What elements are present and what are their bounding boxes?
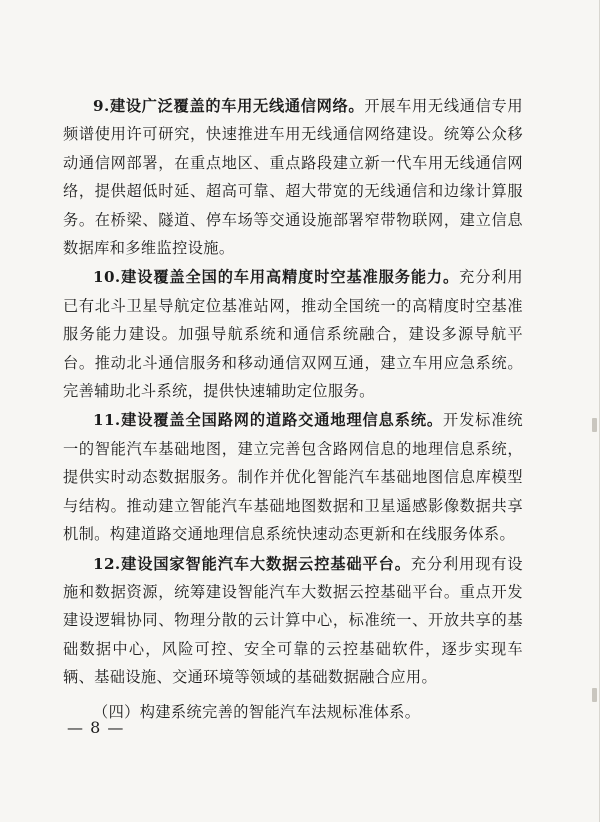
paragraph-heading: 建设国家智能汽车大数据云控基础平台。 — [120, 554, 411, 573]
paragraph-number: 12. — [93, 554, 121, 573]
paragraph-9 — [63, 92, 523, 262]
paragraph-body: 充分利用已有北斗卫星导航定位基准站网，推动全国统一的高精度时空基准服务能力建设。加强导航系统和通信系统融合，建设多源导航平台。推动北斗通信服务和移动通信双网互通，建立车用应急系统。完善辅助北斗系统，提供快速辅助定位服务。 — [63, 268, 523, 401]
paragraph-body: 充分利用现有设施和数据资源，统筹建设智能汽车大数据云控基础平台。重点开发建设逻辑协同、物理分散的云计算中心，标准统一、开放共享的基础数据中心，风险可控、安全可靠的云控基础软件，逐步实现车辆、基础设施、交通环境等领域的基础数据融合应用。 — [63, 554, 523, 687]
paragraph-10 — [63, 263, 523, 405]
paragraph-heading: 建设覆盖全国的车用高精度时空基准服务能力。 — [120, 268, 460, 287]
paragraph-number: 11. — [93, 411, 121, 430]
scan-edge-mark — [592, 418, 597, 432]
paragraph-body: 开展车用无线通信专用频谱使用许可研究，快速推进车用无线通信网络建设。统筹公众移动通信网部署，在重点地区、重点路段建立新一代车用无线通信网络，提供超低时延、超高可靠、超大带宽的无线通信和边缘计算服务。在桥梁、隧道、停车场等交通设施部署窄带物联网，建立信息数据库和多维监控设施。 — [63, 97, 523, 258]
scan-edge-mark — [592, 688, 597, 702]
paragraph-12 — [63, 550, 523, 692]
paragraph-11 — [63, 406, 523, 548]
paragraph-number: 9. — [93, 97, 110, 115]
paragraph-heading: 建设广泛覆盖的车用无线通信网络。 — [109, 97, 365, 115]
paragraph-number: 10. — [93, 268, 121, 287]
page-number: — 8 — — [67, 718, 125, 737]
section-heading: （四）构建系统完善的智能汽车法规标准体系。 — [93, 702, 421, 721]
document-body — [63, 92, 523, 727]
paragraph-body: 开发标准统一的智能汽车基础地图，建立完善包含路网信息的地理信息系统，提供实时动态数据服务。制作并优化智能汽车基础地图信息库模型与结构。推动建立智能汽车基础地图数据和卫星遥感影像数据共享机制。构建道路交通地理信息系统快速动态更新和在线服务体系。 — [63, 411, 524, 544]
paragraph-heading: 建设覆盖全国路网的道路交通地理信息系统。 — [120, 411, 444, 430]
